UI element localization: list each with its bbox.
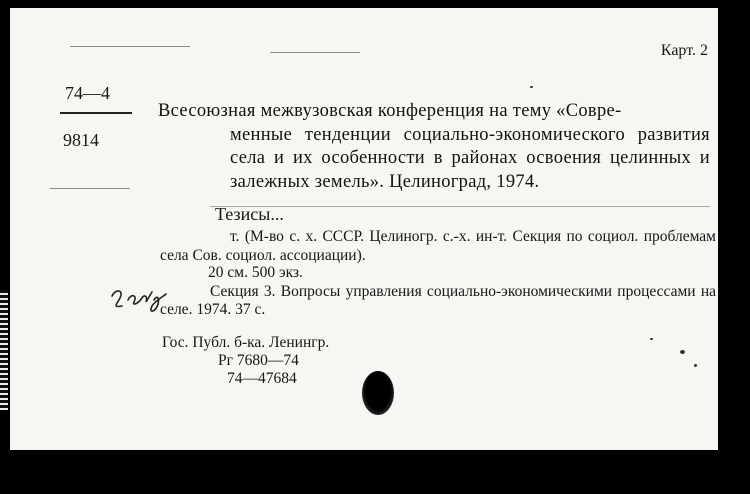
scan-noise: [50, 188, 130, 189]
imprint-statement: т. (М-во с. х. СССР. Целиногр. с.-х. ин-т. Секция по социол. проблемам села Сов. социол. ассоциации).: [160, 228, 716, 264]
call-number-top: 74—4: [65, 83, 110, 103]
card-number-label: Карт. 2: [660, 42, 708, 59]
registration-number: Рг 7680—74: [218, 352, 299, 369]
physical-description: 20 см. 500 экз.: [208, 264, 303, 281]
title-continuation: менные тенденции социально-экономического развития села и их особенности в районах освоения целинных и залежных земель». Целиноград, 1974.: [230, 124, 710, 192]
catalog-card: [10, 8, 718, 450]
card-punch-hole: [362, 371, 394, 415]
record-title: [158, 100, 710, 194]
scan-noise: [70, 46, 190, 47]
scan-noise: [270, 52, 360, 53]
scan-edge-artifact: [0, 290, 8, 410]
scan-speck: [650, 338, 653, 340]
series-statement: Секция 3. Вопросы управления социально-экономическими процессами на селе. 1974. 37 с.: [160, 283, 716, 318]
subtitle-theses: Тезисы...: [215, 204, 284, 224]
inventory-number: 74—47684: [227, 370, 297, 387]
scan-speck: [680, 350, 685, 354]
scan-speck: [694, 364, 697, 367]
handwritten-mark: [108, 284, 168, 314]
title-first-line: Всесоюзная межвузовская конференция на тему «Совре-: [158, 101, 622, 121]
call-number-bottom: 9814: [63, 130, 99, 150]
library-name: Гос. Публ. б-ка. Ленингр.: [162, 334, 330, 351]
call-number-divider: [60, 112, 132, 114]
scan-noise: [210, 206, 710, 207]
scan-speck: [530, 86, 533, 88]
